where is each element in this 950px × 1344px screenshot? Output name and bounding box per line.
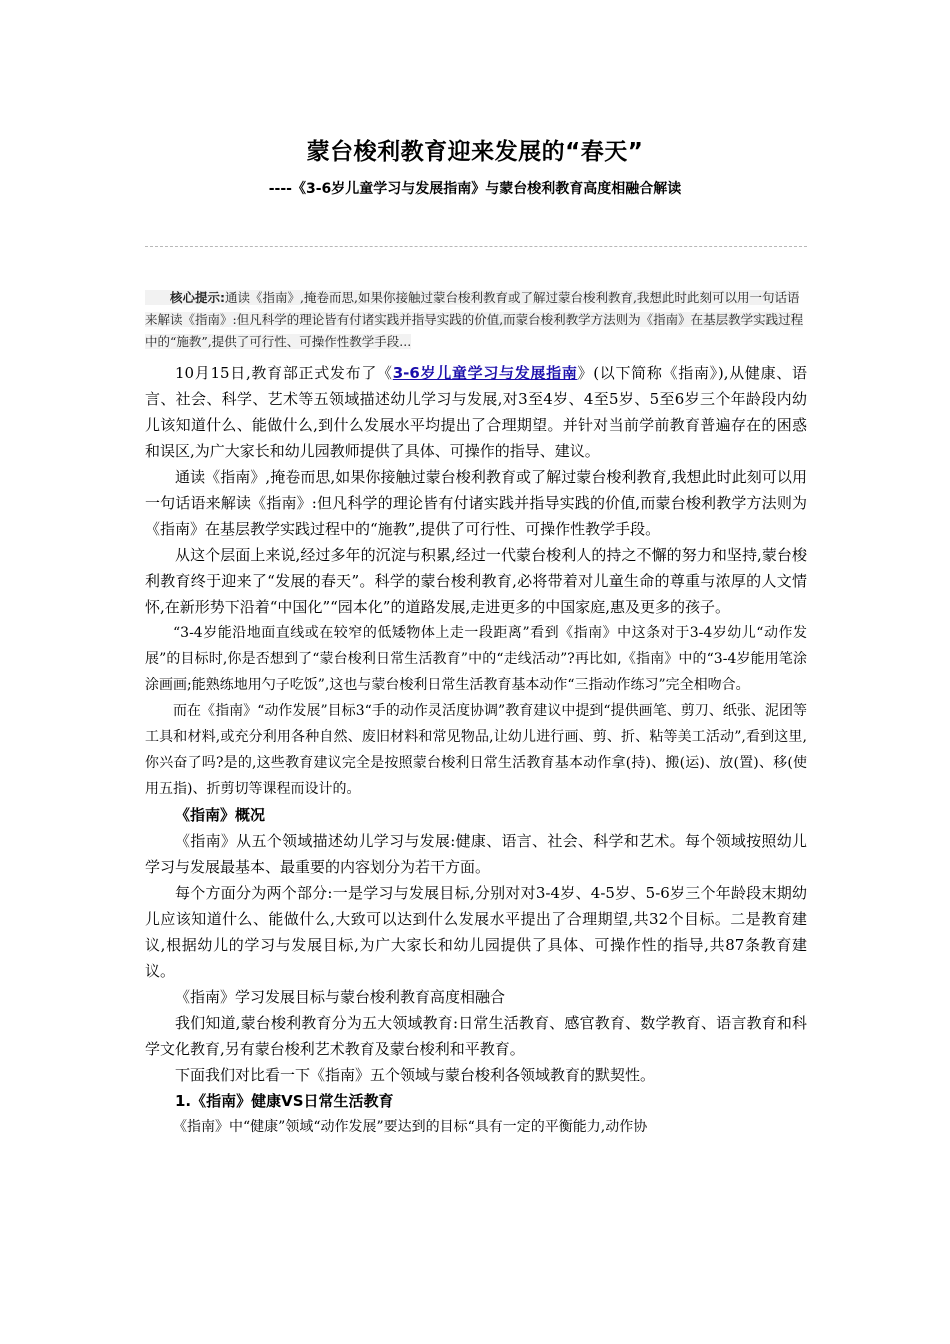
core-summary: [145, 287, 807, 353]
article-body: [145, 360, 807, 1140]
summary-highlight: [145, 290, 803, 349]
document-title: 蒙台梭利教育迎来发展的“春天”: [306, 139, 644, 165]
summary-text: 通读《指南》,掩卷而思,如果你接触过蒙台梭利教育或了解过蒙台梭利教育,我想此时此刻可以用一句话语来解读《指南》:但凡科学的理论皆有付诸实践并指导实践的价值,而蒙台梭利教学方法则为《指南》在基层教学实践过程中的“施教”,提供了可行性、可操作性教学手段...: [145, 290, 804, 349]
guide-link[interactable]: 3-6岁儿童学习与发展指南: [392, 364, 578, 382]
summary-label: 核心提示:: [170, 290, 226, 305]
paragraph-1: [145, 360, 807, 464]
paragraph-6: 《指南》从五个领域描述幼儿学习与发展:健康、语言、社会、科学和艺术。每个领域按照幼儿学习与发展最基本、最重要的内容划分为若干方面。: [145, 832, 807, 876]
paragraph-5: 而在《指南》“动作发展”目标3“手的动作灵活度协调”教育建议中提到“提供画笔、剪刀、纸张、泥团等工具和材料,或充分利用各种自然、废旧材料和常见物品,让幼儿进行画、剪、折、粘等美工活动”,看到这里,你兴奋了吗?是的,这些教育建议完全是按照蒙台梭利日常生活教育基本动作拿(持)、搬(运)、放(置)、移(使用五指)、折剪切等课程而设计的。: [145, 703, 807, 797]
paragraph-1-after: 》(以下简称《指南》),从健康、语言、社会、科学、艺术等五领域描述幼儿学习与发展,对3至4岁、4至5岁、5至6岁三个年龄段内幼儿该知道什么、能做什么,到什么发展水平均提出了合理期望。并针对当前学前教育普遍存在的困惑和误区,为广大家长和幼儿园教师提供了具体、可操作的指导、建议。: [145, 364, 807, 460]
paragraph-10: 《指南》中“健康”领域“动作发展”要达到的目标“具有一定的平衡能力,动作协: [173, 1119, 648, 1135]
section-heading-overview: 《指南》概况: [175, 806, 266, 824]
paragraph-1-before: 10月15日,教育部正式发布了《: [175, 364, 393, 382]
section-heading-integration: 《指南》学习发展目标与蒙台梭利教育高度相融合: [175, 988, 506, 1006]
dashed-divider: [145, 246, 807, 247]
paragraph-9: 下面我们对比看一下《指南》五个领域与蒙台梭利各领域教育的默契性。: [175, 1066, 656, 1084]
paragraph-2: 通读《指南》,掩卷而思,如果你接触过蒙台梭利教育或了解过蒙台梭利教育,我想此时此刻可以用一句话语来解读《指南》:但凡科学的理论皆有付诸实践并指导实践的价值,而蒙台梭利教学方法则为《指南》在基层教学实践过程中的“施教”,提供了可行性、可操作性教学手段。: [145, 468, 807, 538]
paragraph-8: 我们知道,蒙台梭利教育分为五大领域教育:日常生活教育、感官教育、数学教育、语言教育和科学文化教育,另有蒙台梭利艺术教育及蒙台梭利和平教育。: [145, 1014, 807, 1058]
paragraph-3: 从这个层面上来说,经过多年的沉淀与积累,经过一代蒙台梭利人的持之不懈的努力和坚持,蒙台梭利教育终于迎来了“发展的春天”。科学的蒙台梭利教育,必将带着对儿童生命的尊重与浓厚的人文情怀,在新形势下沿着“中国化”“园本化”的道路发展,走进更多的中国家庭,惠及更多的孩子。: [145, 546, 807, 616]
document-subtitle: ----《3-6岁儿童学习与发展指南》与蒙台梭利教育高度相融合解读: [268, 181, 682, 197]
paragraph-4: “3-4岁能沿地面直线或在较窄的低矮物体上走一段距离”看到《指南》中这条对于3-4岁幼儿“动作发展”的目标时,你是否想到了“蒙台梭利日常生活教育”中的“走线活动”?再比如,《指南》中的“3-4岁能用笔涂涂画画;能熟练地用勺子吃饭”,这也与蒙台梭利日常生活教育基本动作“三指动作练习”完全相吻合。: [145, 625, 807, 693]
paragraph-7: 每个方面分为两个部分:一是学习与发展目标,分别对对3-4岁、4-5岁、5-6岁三个年龄段末期幼儿应该知道什么、能做什么,大致可以达到什么发展水平提出了合理期望,共32个目标。二是教育建议,根据幼儿的学习与发展目标,为广大家长和幼儿园提供了具体、可操作性的指导,共87条教育建议。: [145, 884, 807, 980]
section-heading-health: 1.《指南》健康VS日常生活教育: [175, 1092, 394, 1110]
